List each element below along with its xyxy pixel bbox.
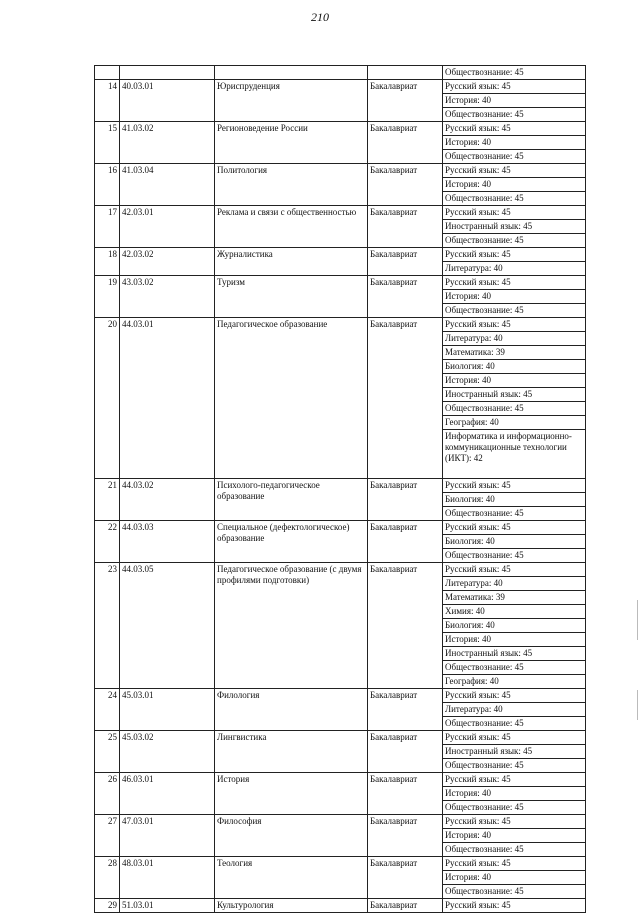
subject-score: История: 40 <box>443 374 586 388</box>
row-number: 19 <box>95 276 120 318</box>
specialty-name: История <box>215 773 368 815</box>
table-row <box>95 479 586 493</box>
table-row <box>95 206 586 220</box>
subject-score: Русский язык: 45 <box>443 248 586 262</box>
subject-score: Обществознание: 45 <box>443 234 586 248</box>
education-level: Бакалавриат <box>368 122 443 164</box>
specialty-name: Политология <box>215 164 368 206</box>
table-row <box>95 521 586 535</box>
subject-score: Обществознание: 45 <box>443 304 586 318</box>
subject-score: Литература: 40 <box>443 577 586 591</box>
subject-score: История: 40 <box>443 136 586 150</box>
specialty-code: 41.03.02 <box>120 122 215 164</box>
subject-score: Обществознание: 45 <box>443 717 586 731</box>
education-level: Бакалавриат <box>368 563 443 689</box>
specialty-code: 42.03.02 <box>120 248 215 276</box>
row-number: 24 <box>95 689 120 731</box>
subject-score: Русский язык: 45 <box>443 899 586 913</box>
row-number: 15 <box>95 122 120 164</box>
subject-score: Русский язык: 45 <box>443 521 586 535</box>
row-number: 21 <box>95 479 120 521</box>
row-number: 22 <box>95 521 120 563</box>
admission-minimum-scores-table <box>94 65 586 913</box>
education-level: Бакалавриат <box>368 276 443 318</box>
specialty-code: 43.03.02 <box>120 276 215 318</box>
education-level: Бакалавриат <box>368 479 443 521</box>
table-row <box>95 276 586 290</box>
education-level: Бакалавриат <box>368 164 443 206</box>
table-row <box>95 857 586 871</box>
specialty-name: Философия <box>215 815 368 857</box>
subject-score: История: 40 <box>443 829 586 843</box>
empty-cell <box>368 66 443 80</box>
subject-score: Биология: 40 <box>443 535 586 549</box>
specialty-code: 44.03.02 <box>120 479 215 521</box>
education-level: Бакалавриат <box>368 731 443 773</box>
subject-score: Иностранный язык: 45 <box>443 647 586 661</box>
row-number: 17 <box>95 206 120 248</box>
row-number: 14 <box>95 80 120 122</box>
table-row <box>95 318 586 332</box>
table-row <box>95 899 586 913</box>
subject-score: Русский язык: 45 <box>443 80 586 94</box>
subject-score: История: 40 <box>443 633 586 647</box>
scan-edge-mark <box>637 690 638 720</box>
subject-score: Обществознание: 45 <box>443 108 586 122</box>
specialty-code: 45.03.02 <box>120 731 215 773</box>
subject-score: Обществознание: 45 <box>443 885 586 899</box>
subject-score: История: 40 <box>443 178 586 192</box>
row-number: 28 <box>95 857 120 899</box>
subject-score: Русский язык: 45 <box>443 318 586 332</box>
education-level: Бакалавриат <box>368 248 443 276</box>
subject-score: Биология: 40 <box>443 619 586 633</box>
specialty-name: Культурология <box>215 899 368 913</box>
education-level: Бакалавриат <box>368 815 443 857</box>
subject-score: История: 40 <box>443 94 586 108</box>
scan-edge-mark <box>637 600 638 640</box>
subject-score: Обществознание: 45 <box>443 549 586 563</box>
subject-score: Обществознание: 45 <box>443 661 586 675</box>
subject-score: Обществознание: 45 <box>443 402 586 416</box>
subject-score: История: 40 <box>443 787 586 801</box>
subject-score: Русский язык: 45 <box>443 122 586 136</box>
subject-score: Химия: 40 <box>443 605 586 619</box>
subject-score: Информатика и информационно-коммуникационные технологии (ИКТ): 42 <box>443 430 586 479</box>
row-number: 29 <box>95 899 120 913</box>
subject-score: Литература: 40 <box>443 332 586 346</box>
subject-score: Обществознание: 45 <box>443 150 586 164</box>
subject-score: География: 40 <box>443 675 586 689</box>
table-row <box>95 731 586 745</box>
table-row <box>95 773 586 787</box>
subject-score: Русский язык: 45 <box>443 206 586 220</box>
specialty-name: Педагогическое образование (с двумя профилями подготовки) <box>215 563 368 689</box>
specialty-code: 47.03.01 <box>120 815 215 857</box>
specialty-name: Туризм <box>215 276 368 318</box>
subject-score: Обществознание: 45 <box>443 843 586 857</box>
specialty-name: Лингвистика <box>215 731 368 773</box>
education-level: Бакалавриат <box>368 857 443 899</box>
page-number: 210 <box>311 10 329 24</box>
empty-cell <box>95 66 120 80</box>
table-row <box>95 563 586 577</box>
specialty-code: 45.03.01 <box>120 689 215 731</box>
specialty-name: Педагогическое образование <box>215 318 368 479</box>
subject-score: История: 40 <box>443 290 586 304</box>
education-level: Бакалавриат <box>368 773 443 815</box>
subject-score: Русский язык: 45 <box>443 563 586 577</box>
subject-score: Русский язык: 45 <box>443 479 586 493</box>
row-number: 16 <box>95 164 120 206</box>
subject-score: Литература: 40 <box>443 703 586 717</box>
subject-score: Русский язык: 45 <box>443 731 586 745</box>
table-row <box>95 248 586 262</box>
subject-score: Литература: 40 <box>443 262 586 276</box>
education-level: Бакалавриат <box>368 318 443 479</box>
row-number: 18 <box>95 248 120 276</box>
specialty-code: 51.03.01 <box>120 899 215 913</box>
specialty-name: Филология <box>215 689 368 731</box>
subject-score: Обществознание: 45 <box>443 759 586 773</box>
subject-score: Обществознание: 45 <box>443 801 586 815</box>
subject-score: История: 40 <box>443 871 586 885</box>
row-number: 23 <box>95 563 120 689</box>
subject-score: Обществознание: 45 <box>443 192 586 206</box>
specialty-code: 40.03.01 <box>120 80 215 122</box>
table-row <box>95 122 586 136</box>
subject-score: Математика: 39 <box>443 591 586 605</box>
row-number: 26 <box>95 773 120 815</box>
education-level: Бакалавриат <box>368 80 443 122</box>
subject-score: Биология: 40 <box>443 360 586 374</box>
education-level: Бакалавриат <box>368 206 443 248</box>
specialty-name: Психолого-педагогическое образование <box>215 479 368 521</box>
row-number: 25 <box>95 731 120 773</box>
subject-score: Иностранный язык: 45 <box>443 220 586 234</box>
specialty-code: 44.03.05 <box>120 563 215 689</box>
specialty-name: Специальное (дефектологическое) образование <box>215 521 368 563</box>
specialty-name: Регионоведение России <box>215 122 368 164</box>
table-row <box>95 815 586 829</box>
table-row <box>95 66 586 80</box>
row-number: 20 <box>95 318 120 479</box>
subject-score: Русский язык: 45 <box>443 857 586 871</box>
specialty-name: Журналистика <box>215 248 368 276</box>
table-row <box>95 689 586 703</box>
specialty-code: 46.03.01 <box>120 773 215 815</box>
subject-score: Обществознание: 45 <box>443 507 586 521</box>
specialty-name: Юриспруденция <box>215 80 368 122</box>
specialty-code: 42.03.01 <box>120 206 215 248</box>
row-number: 27 <box>95 815 120 857</box>
specialty-code: 44.03.01 <box>120 318 215 479</box>
empty-cell <box>215 66 368 80</box>
subject-score: Русский язык: 45 <box>443 164 586 178</box>
specialty-name: Теология <box>215 857 368 899</box>
education-level: Бакалавриат <box>368 689 443 731</box>
specialty-code: 41.03.04 <box>120 164 215 206</box>
subject-score: Русский язык: 45 <box>443 689 586 703</box>
specialty-name: Реклама и связи с общественностью <box>215 206 368 248</box>
specialty-code: 44.03.03 <box>120 521 215 563</box>
subject-score: Русский язык: 45 <box>443 815 586 829</box>
table-row <box>95 80 586 94</box>
empty-cell <box>120 66 215 80</box>
specialty-code: 48.03.01 <box>120 857 215 899</box>
education-level: Бакалавриат <box>368 521 443 563</box>
table-row <box>95 164 586 178</box>
subject-score: Русский язык: 45 <box>443 773 586 787</box>
subject-score: География: 40 <box>443 416 586 430</box>
education-level: Бакалавриат <box>368 899 443 913</box>
subject-score: Математика: 39 <box>443 346 586 360</box>
subject-score: Биология: 40 <box>443 493 586 507</box>
subject-score: Иностранный язык: 45 <box>443 745 586 759</box>
subject-score: Иностранный язык: 45 <box>443 388 586 402</box>
subject-score: Русский язык: 45 <box>443 276 586 290</box>
subject-score: Обществознание: 45 <box>443 66 586 80</box>
